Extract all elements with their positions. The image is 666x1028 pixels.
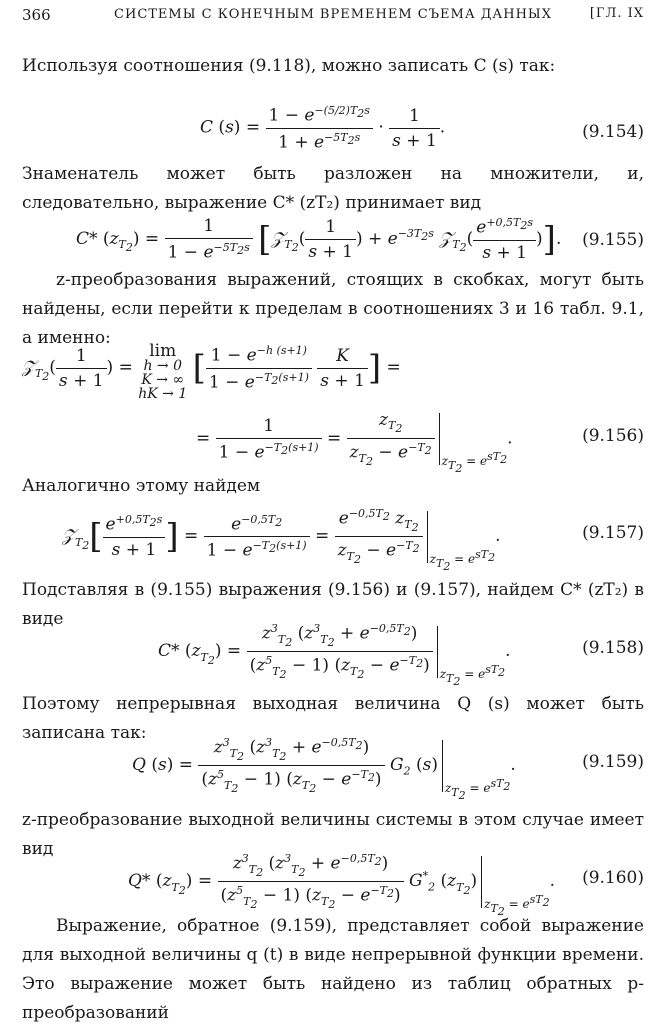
page-header	[22, 6, 644, 32]
equation-number: (9.159)	[582, 752, 644, 772]
paragraph-8: Выражение, обратное (9.159), представляет собой выражение для выходной величины q (t) в виде непрерывной функции времени. Это выражение может быть найдено из таблиц обратных p-преобразований	[22, 916, 644, 1023]
equation-number: (9.160)	[582, 868, 644, 888]
equation-body-line-1: 𝒵$_{T_2}$( $\frac{1}{s + 1}$ ) = lim h → 0 K → ∞ hK → 1 [ $\frac{1 - e^{-h (s+1)}}{1 - e^{-T_2(s+1)}}$ $\frac{K}{s + 1}$ ] =	[22, 341, 401, 402]
equation-number: (9.154)	[582, 122, 644, 142]
paragraph-5: Подставляя в (9.155) выражения (9.156) и (9.157), найдем C* (zT₂) в виде	[22, 580, 644, 629]
equation-body: 𝒵$_{T_2}$[ $\frac{e^{+0,5T_2s}}{s + 1}$ ] = $\frac{e^{-0,5T_2}}{1 - e^{-T_2(s+1)}}$ = $\frac{e^{-0,5T_2} z_{T_2}}{z_{T_2} - e^{-T_2}}$ $_{z_{T_2} = e^{sT_2}}$.	[62, 507, 501, 573]
paragraph-7: z-преобразование выходной величины системы в этом случае имеет вид	[22, 810, 644, 859]
equation-number: (9.158)	[582, 638, 644, 658]
equation-9-158	[0, 620, 666, 688]
equation-9-160	[0, 850, 666, 918]
equation-body: Q (s) = $\frac{z^3_{T_2} (z^3_{T_2} + e^{-0,5T_2})}{(z^5_{T_2} - 1) (z_{T_2} - e^{-T_2})}$ $G_2$ $(s)_{z_{T_2} = e^{sT_2}}$.	[132, 736, 516, 802]
paragraph-3: z-преобразования выражений, стоящих в скобках, могут быть найдены, если перейти к пределам в соотношениях 3 и 16 табл. 9.1, а именно:	[22, 270, 644, 348]
equation-body: C* $(z_{T_2})$ = $\frac{z^3_{T_2} (z^3_{T_2} + e^{-0,5T_2})}{(z^5_{T_2} - 1) (z_{T_2} - e^{-T_2})}$ $_{z_{T_2} = e^{sT_2}}$.	[158, 622, 511, 688]
equation-body: C (s) = $\frac{1 - e^{-(5/2)T_2s}}{1 + e^{-5T_2s}}$ · $\frac{1}{s + 1}$ .	[200, 104, 446, 153]
equation-9-154	[0, 96, 666, 166]
equation-body-line-2: = $\frac{1}{1 - e^{-T_2(s+1)}}$ = $\frac{z_{T_2}}{z_{T_2} - e^{-T_2}}$ $_{z_{T_2} = e^{sT_2}}$.	[196, 410, 513, 475]
paragraph-4: Аналогично этому найдем	[22, 476, 261, 496]
equation-9-155	[0, 212, 666, 270]
paragraph-6: Поэтому непрерывная выходная величина Q (s) может быть записана так:	[22, 694, 644, 743]
equation-number: (9.156)	[582, 426, 644, 446]
equation-9-157	[0, 505, 666, 575]
running-title: СИСТЕМЫ С КОНЕЧНЫМ ВРЕМЕНЕМ СЪЕМА ДАННЫХ	[114, 7, 552, 22]
equation-9-159	[0, 734, 666, 802]
paragraph-1: Используя соотношения (9.118), можно записать C (s) так:	[22, 56, 556, 76]
equation-number: (9.157)	[582, 523, 644, 543]
equation-body: C* $(z_{T_2})$ = $\frac{1}{1 - e^{-5T_2s}}$ [𝒵$_{T_2}$( $\frac{1}{s + 1}$ ) + $e^{-3T_2s}$ 𝒵$_{T_2}$( $\frac{e^{+0,5T_2s}}{s + 1}$ )].	[76, 216, 562, 263]
chapter-label: [ГЛ. IX	[589, 6, 644, 21]
page-number: 366	[22, 6, 51, 24]
equation-body: Q* $(z_{T_2})$ = $\frac{z^3_{T_2} (z^3_{T_2} + e^{-0,5T_2})}{(z^5_{T_2} - 1) (z_{T_2} - e^{-T_2})}$ $G^*_2$ $(z_{T_2})_{z_{T_2} = e^{sT_2}}$.	[128, 852, 555, 918]
equation-9-156	[0, 340, 666, 475]
equation-number: (9.155)	[582, 230, 644, 250]
paragraph-2: Знаменатель может быть разложен на множители, и, следовательно, выражение C* (zT₂) принимает вид	[22, 164, 644, 213]
